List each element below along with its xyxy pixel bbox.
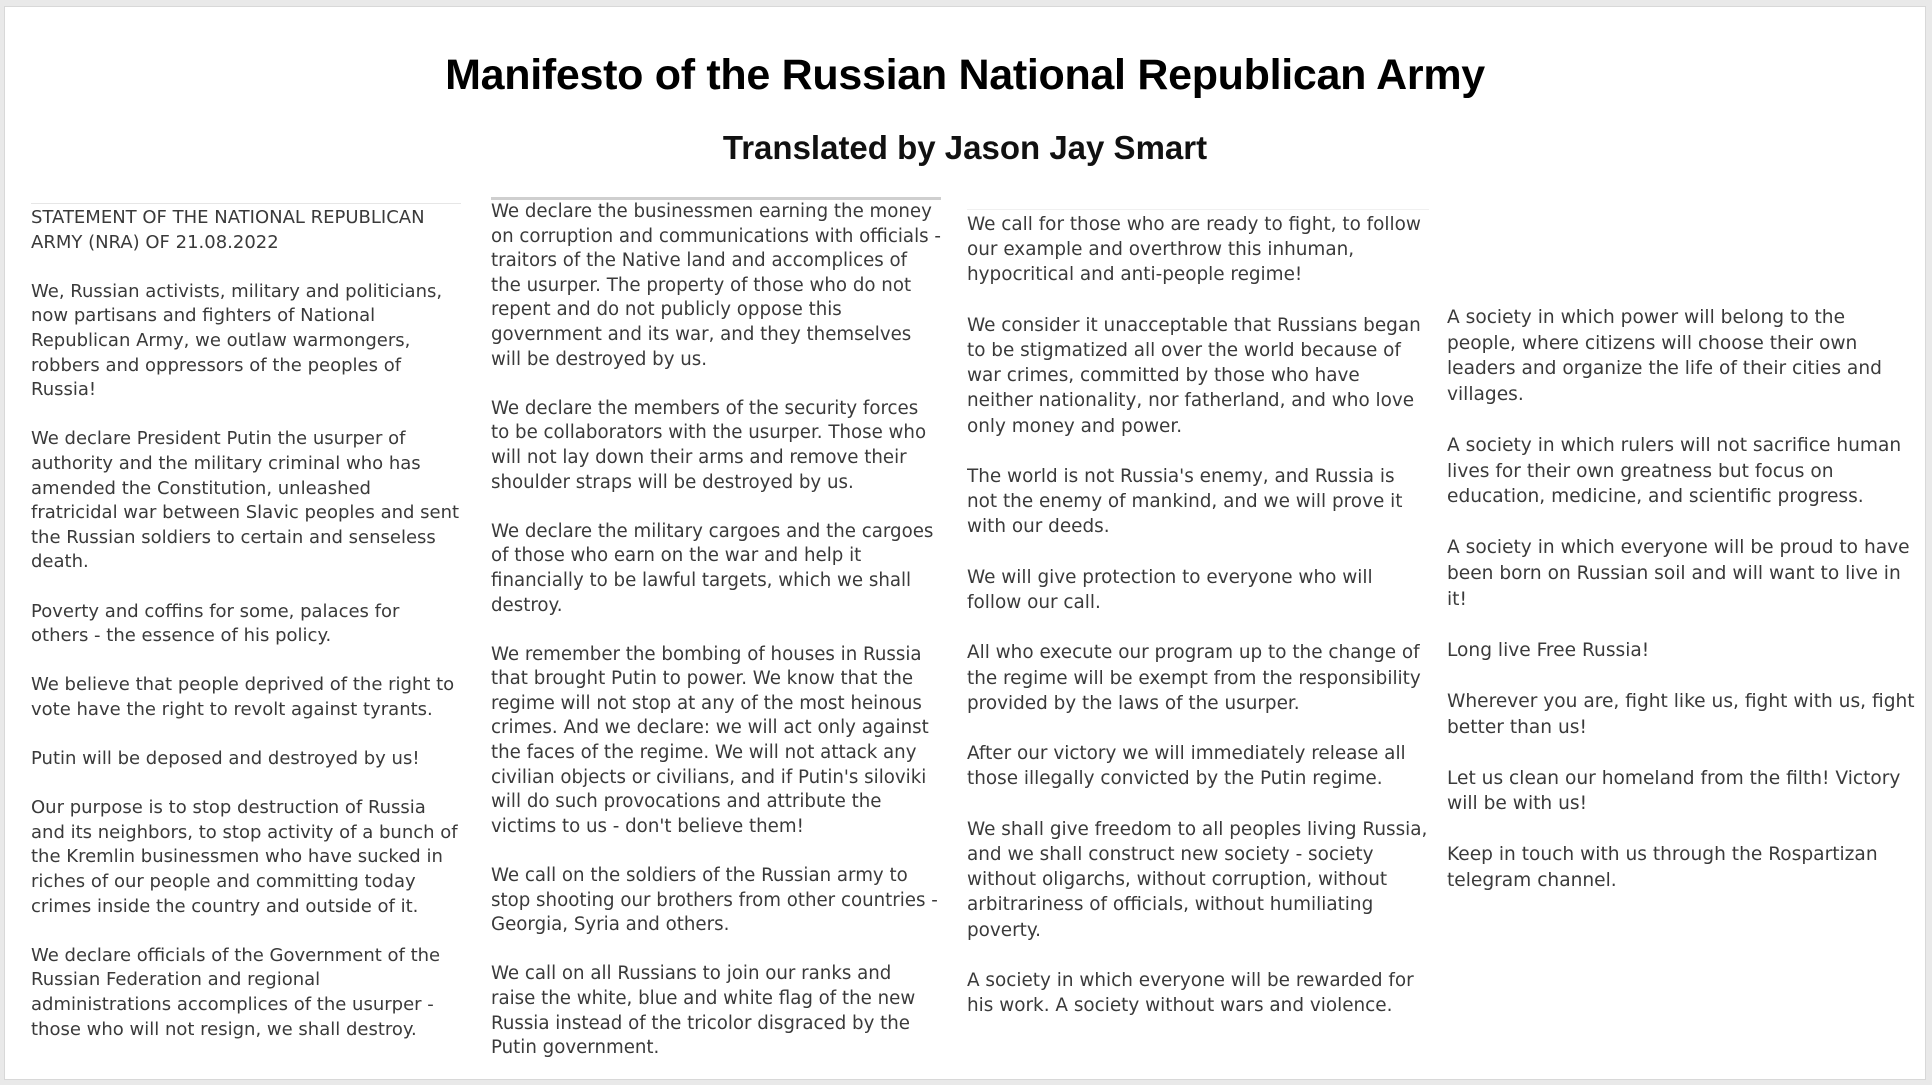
paragraph: We, Russian activists, military and politicians, now partisans and fighters of National Republican Army, we outlaw warmongers, robbers and oppressors of the peoples of Russia! bbox=[31, 280, 443, 401]
text-column-1 bbox=[31, 203, 461, 1067]
paragraph: We believe that people deprived of the right to vote have the right to revolt against tyrants. bbox=[31, 674, 455, 720]
paragraph: We declare the businessmen earning the money on corruption and communications with officials - traitors of the Native land and accomplices of the usurper. The property of those who do not repent and do not publicly oppose this government and its war, and they themselves will be destroyed by us. bbox=[491, 201, 941, 370]
paragraph: We declare the military cargoes and the cargoes of those who earn on the war and help it financially to be lawful targets, which we shall destroy. bbox=[491, 520, 934, 616]
text-column-3 bbox=[967, 209, 1429, 1044]
document-subtitle: Translated by Jason Jay Smart bbox=[722, 129, 1208, 166]
paragraph: The world is not Russia's enemy, and Russia is not the enemy of mankind, and we will prove it with our deeds. bbox=[967, 466, 1403, 538]
paragraph: Our purpose is to stop destruction of Russia and its neighbors, to stop activity of a bunch of the Kremlin businessmen who have sucked in riches of our people and committing today crimes inside the country and outside of it. bbox=[31, 797, 458, 917]
paragraph: All who execute our program up to the change of the regime will be exempt from the responsibility provided by the laws of the usurper. bbox=[967, 642, 1421, 714]
paragraph: A society in which everyone will be proud to have been born on Russian soil and will want to live in it! bbox=[1447, 537, 1910, 610]
paragraph: We declare President Putin the usurper of authority and the military criminal who has amended the Constitution, unleashed fratricidal war between Slavic peoples and sent the Russian soldiers to certain and senseless death. bbox=[31, 428, 460, 573]
paragraph: A society in which rulers will not sacrifice human lives for their own greatness but focus on education, medicine, and scientific progress. bbox=[1447, 434, 1902, 508]
paragraph: Let us clean our homeland from the filth! Victory will be with us! bbox=[1447, 767, 1901, 815]
paragraph: STATEMENT OF THE NATIONAL REPUBLICAN ARMY (NRA) OF 21.08.2022 bbox=[31, 207, 425, 253]
paragraph: A society in which everyone will be rewarded for his work. A society without wars and violence. bbox=[967, 969, 1414, 1017]
text-column-2 bbox=[491, 197, 941, 1085]
paragraph: We will give protection to everyone who will follow our call. bbox=[967, 566, 1373, 613]
paragraph: We call on all Russians to join our ranks and raise the white, blue and white flag of the new Russia instead of the tricolor disgraced by the Putin government. bbox=[491, 963, 916, 1059]
paragraph: We consider it unacceptable that Russians began to be stigmatized all over the world because of war crimes, committed by those who have neither nationality, nor fatherland, and who love only money and power. bbox=[967, 314, 1421, 437]
paragraph: After our victory we will immediately release all those illegally convicted by the Putin regime. bbox=[967, 743, 1406, 790]
paragraph: A society in which power will belong to the people, where citizens will choose their own leaders and organize the life of their cities and villages. bbox=[1447, 307, 1882, 405]
paragraph: We declare officials of the Government of the Russian Federation and regional administrations accomplices of the usurper - those who will not resign, we shall destroy. bbox=[31, 944, 441, 1040]
paragraph: Putin will be deposed and destroyed by us! bbox=[31, 748, 420, 770]
document-page bbox=[4, 6, 1926, 1080]
paragraph: We call on the soldiers of the Russian army to stop shooting our brothers from other countries - Georgia, Syria and others. bbox=[491, 865, 938, 936]
document-title: Manifesto of the Russian National Republican Army bbox=[445, 51, 1485, 99]
paragraph: We remember the bombing of houses in Russia that brought Putin to power. We know that the regime will not stop at any of the most heinous crimes. And we declare: we will act only against the faces of the regime. We will not attack any civilian objects or civilians, and if Putin's siloviki will do such provocations and attribute the victims to us - don't believe them! bbox=[491, 643, 929, 837]
paragraph: Keep in touch with us through the Rospartizan telegram channel. bbox=[1447, 844, 1878, 892]
paragraph: Long live Free Russia! bbox=[1447, 639, 1650, 661]
paragraph: We call for those who are ready to fight, to follow our example and overthrow this inhuman, hypocritical and anti-people regime! bbox=[967, 214, 1421, 286]
text-column-4 bbox=[1447, 305, 1917, 919]
paragraph: Poverty and coffins for some, palaces for others - the essence of his policy. bbox=[31, 600, 400, 647]
paragraph: We shall give freedom to all peoples living Russia, and we shall construct new society - society without oligarchs, without corruption, without arbitrariness of officials, without humiliating poverty. bbox=[967, 818, 1428, 941]
paragraph: Wherever you are, fight like us, fight with us, fight better than us! bbox=[1447, 690, 1915, 738]
paragraph: We declare the members of the security forces to be collaborators with the usurper. Those who will not lay down their arms and remove their shoulder straps will be destroyed by us. bbox=[491, 397, 927, 493]
